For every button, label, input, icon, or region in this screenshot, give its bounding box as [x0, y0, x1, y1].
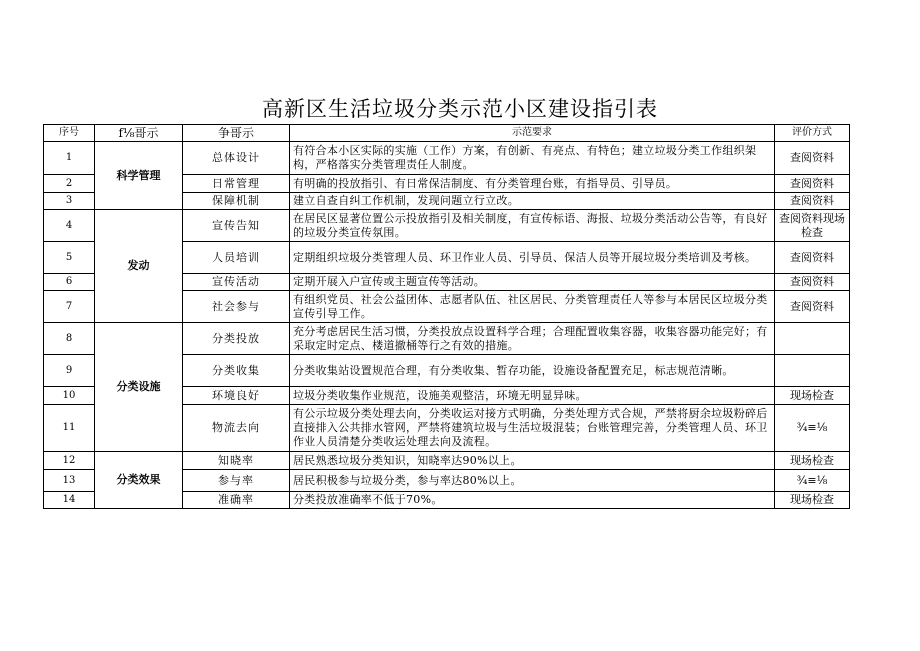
row-number: 13 — [44, 470, 95, 492]
category-cell: 科学管理 — [95, 142, 183, 210]
evaluation-cell: 查阅资料 — [775, 193, 850, 210]
requirement-cell: 有组织党员、社会公益团体、志愿者队伍、社区居民、分类管理责任人等参与本居民区垃圾分类宣传引导工作。 — [290, 291, 775, 323]
item-cell: 参与率 — [183, 470, 290, 492]
requirement-cell: 有明确的投放指引、有日常保洁制度、有分类管理台账，有指导员、引导员。 — [290, 175, 775, 193]
category-cell: 分类设施 — [95, 323, 183, 452]
evaluation-cell: 查阅资料现场检查 — [775, 210, 850, 242]
evaluation-cell — [775, 323, 850, 355]
row-number: 11 — [44, 405, 95, 452]
requirement-cell: 在居民区显著位置公示投放指引及相关制度，有宣传标语、海报、垃圾分类活动公告等，有良好的垃圾分类宣传氛围。 — [290, 210, 775, 242]
table-row — [44, 452, 850, 470]
header-evaluation: 评价方式 — [775, 125, 850, 142]
row-number: 10 — [44, 387, 95, 405]
requirement-cell: 建立自查自纠工作机制，发现问题立行立改。 — [290, 193, 775, 210]
row-number: 14 — [44, 492, 95, 509]
item-cell: 准确率 — [183, 492, 290, 509]
evaluation-cell: ¾≡⅛ — [775, 405, 850, 452]
item-cell: 分类收集 — [183, 355, 290, 387]
header-category: f⅛哥示 — [95, 125, 183, 142]
item-cell: 日常管理 — [183, 175, 290, 193]
header-requirement: 示范要求 — [290, 125, 775, 142]
row-number: 1 — [44, 142, 95, 175]
item-cell: 物流去向 — [183, 405, 290, 452]
evaluation-cell: 现场检查 — [775, 452, 850, 470]
header-item: 争哥示 — [183, 125, 290, 142]
item-cell: 宣传告知 — [183, 210, 290, 242]
guideline-table — [43, 124, 850, 509]
requirement-cell: 垃圾分类收集作业规范，设施美观整洁，环境无明显异味。 — [290, 387, 775, 405]
item-cell: 分类投放 — [183, 323, 290, 355]
evaluation-cell: 查阅资料 — [775, 175, 850, 193]
table-row — [44, 323, 850, 355]
item-cell: 总体设计 — [183, 142, 290, 175]
evaluation-cell: 查阅资料 — [775, 142, 850, 175]
evaluation-cell: 查阅资料 — [775, 274, 850, 291]
evaluation-cell: 查阅资料 — [775, 291, 850, 323]
item-cell: 知晓率 — [183, 452, 290, 470]
item-cell: 社会参与 — [183, 291, 290, 323]
requirement-cell: 定期开展入户宣传或主题宣传等活动。 — [290, 274, 775, 291]
requirement-cell: 充分考虑居民生活习惯，分类投放点设置科学合理；合理配置收集容器，收集容器功能完好；有采取定时定点、楼道撤桶等行之有效的措施。 — [290, 323, 775, 355]
requirement-cell: 分类收集站设置规范合理，有分类收集、暂存功能，设施设备配置充足，标志规范清晰。 — [290, 355, 775, 387]
table-row — [44, 210, 850, 242]
item-cell: 人员培训 — [183, 242, 290, 274]
row-number: 12 — [44, 452, 95, 470]
table-row — [44, 142, 850, 175]
requirement-cell: 居民熟悉垃圾分类知识，知晓率达90%以上。 — [290, 452, 775, 470]
requirement-cell: 有公示垃圾分类处理去向，分类收运对接方式明确，分类处理方式合规，严禁将厨余垃圾粉碎后直接排入公共排水管网，严禁将建筑垃圾与生活垃圾混装；台账管理完善，分类管理人员、环卫作业人员清楚分类收运处理去向及流程。 — [290, 405, 775, 452]
row-number: 7 — [44, 291, 95, 323]
evaluation-cell: 现场检查 — [775, 492, 850, 509]
row-number: 8 — [44, 323, 95, 355]
item-cell: 环境良好 — [183, 387, 290, 405]
row-number: 4 — [44, 210, 95, 242]
evaluation-cell: ¾≡⅛ — [775, 470, 850, 492]
row-number: 3 — [44, 193, 95, 210]
row-number: 2 — [44, 175, 95, 193]
evaluation-cell: 现场检查 — [775, 387, 850, 405]
category-cell: 分类效果 — [95, 452, 183, 509]
item-cell: 宣传活动 — [183, 274, 290, 291]
requirement-cell: 分类投放准确率不低于70%。 — [290, 492, 775, 509]
evaluation-cell — [775, 355, 850, 387]
requirement-cell: 居民积极参与垃圾分类，参与率达80%以上。 — [290, 470, 775, 492]
item-cell: 保障机制 — [183, 193, 290, 210]
table-header-row — [44, 125, 850, 142]
category-cell: 发动 — [95, 210, 183, 323]
row-number: 5 — [44, 242, 95, 274]
header-num: 序号 — [44, 125, 95, 142]
evaluation-cell: 查阅资料 — [775, 242, 850, 274]
requirement-cell: 有符合本小区实际的实施（工作）方案，有创新、有亮点、有特色；建立垃圾分类工作组织架构，严格落实分类管理责任人制度。 — [290, 142, 775, 175]
row-number: 9 — [44, 355, 95, 387]
document-title: 高新区生活垃圾分类示范小区建设指引表 — [262, 97, 658, 121]
requirement-cell: 定期组织垃圾分类管理人员、环卫作业人员、引导员、保洁人员等开展垃圾分类培训及考核。 — [290, 242, 775, 274]
row-number: 6 — [44, 274, 95, 291]
